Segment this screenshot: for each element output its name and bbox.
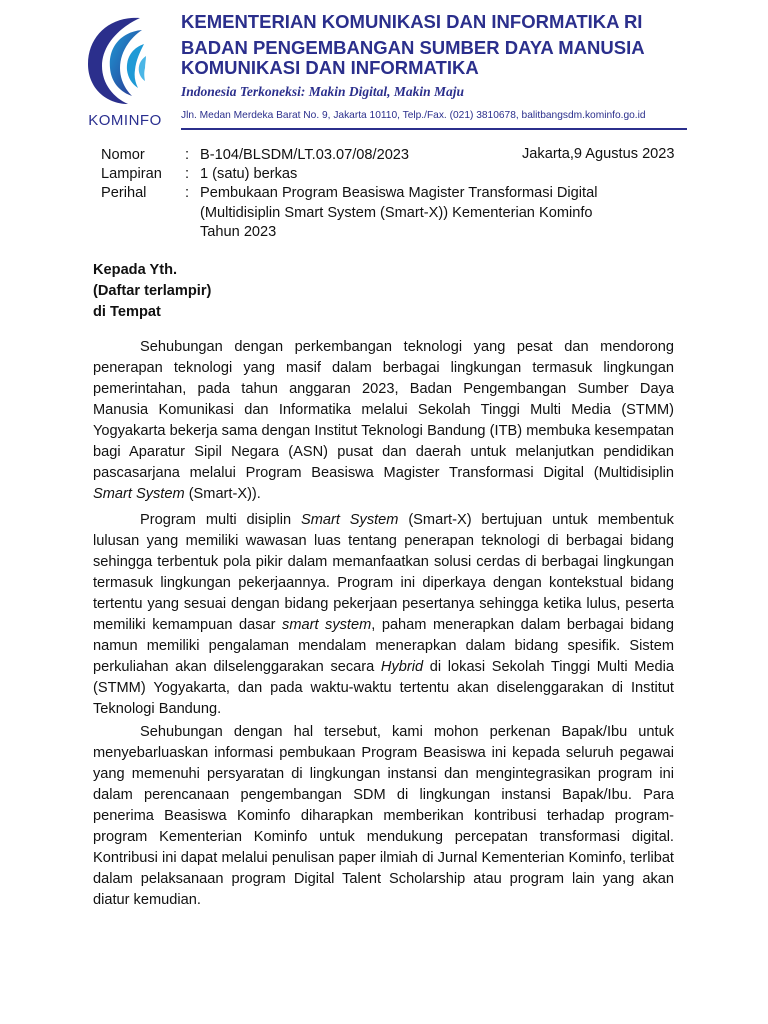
agency-name-line1: BADAN PENGEMBANGAN SUMBER DAYA MANUSIA <box>181 37 645 58</box>
ministry-name: KEMENTERIAN KOMUNIKASI DAN INFORMATIKA RI <box>181 11 643 32</box>
perihal-line1: Pembukaan Program Beasiswa Magister Transformasi Digital <box>200 185 598 201</box>
letter-date: Jakarta,9 Agustus 2023 <box>522 146 675 162</box>
lampiran-label: Lampiran <box>101 166 162 182</box>
logo-wordmark: KOMINFO <box>88 112 162 129</box>
nomor-label: Nomor <box>101 147 145 163</box>
agency-name-line2: KOMUNIKASI DAN INFORMATIKA <box>181 57 479 78</box>
agency-address: Jln. Medan Merdeka Barat No. 9, Jakarta 10110, Telp./Fax. (021) 3810678, balitbangsdm.kominfo.go.id <box>181 110 646 121</box>
perihal-label: Perihal <box>101 185 147 201</box>
p2-text-2: (Smart-X) bertujuan untuk membentuk lulusan yang memiliki wawasan luas tentang penerapan teknologi di berbagai bidang sehingga terbentuk pola pikir dalam memanfaatkan solusi cerdas di berbagai lingkungan termasuk lingkungan pekerjaannya. Program ini diperkaya dengan kontekstual bidang tertentu yang sesuai dengan bidang pekerjaan pesertanya sehingga ketika lulus, peserta memiliki kemampuan dasar <box>93 512 674 633</box>
p2-emphasis-1: Smart System <box>301 512 399 528</box>
addressee-line3: di Tempat <box>93 304 161 320</box>
colon: : <box>185 166 190 182</box>
perihal-line2: (Multidisiplin Smart System (Smart-X)) Kementerian Kominfo <box>200 205 593 221</box>
p2-text-4: di lokasi Sekolah Tinggi Multi Media (STMM) Yogyakarta, dan pada waktu-waktu tertentu akan diselenggarakan di Institut Teknologi Bandung. <box>93 659 674 717</box>
addressee-block <box>93 260 211 323</box>
perihal-line3: Tahun 2023 <box>200 224 277 240</box>
colon: : <box>185 147 190 163</box>
p2-emphasis-3: Hybrid <box>380 659 424 675</box>
p2-text-3: , paham menerapkan dalam berbagai bidang namun memiliki pengalaman mendalam menerapkan dalam bidang spesifik. Sistem perkuliahan akan dilselenggarakan secara <box>93 617 674 675</box>
nomor-value: B-104/BLSDM/LT.03.07/08/2023 <box>200 147 410 163</box>
p1-text-end: (Smart-X)). <box>184 486 261 502</box>
lampiran-value: 1 (satu) berkas <box>200 166 298 182</box>
letterhead-divider <box>181 128 687 130</box>
motto: Indonesia Terkoneksi: Makin Digital, Makin Maju <box>181 84 465 99</box>
colon: : <box>185 185 190 201</box>
body-paragraph-3: Sehubungan dengan hal tersebut, kami mohon perkenan Bapak/Ibu untuk menyebarluaskan informasi pembukaan Program Beasiswa ini kepada seluruh pegawai yang memenuhi persyaratan di lingkungan instansi dan mengintegrasikan program ini dalam perencanaan pengembangan SDM di lingkungan instansi Bapak/Ibu. Para penerima Beasiswa Kominfo diharapkan memberikan kontribusi terhadap program-program Kementerian Kominfo untuk mendukung percepatan transformasi digital. Kontribusi ini dapat melalui penulisan paper ilmiah di Jurnal Kementerian Kominfo, terlibat dalam pelaksanaan program Digital Talent Scholarship atau program lain yang akan diatur kemudian. <box>93 724 674 908</box>
kominfo-logo-icon <box>80 12 172 110</box>
p1-emphasis: Smart System <box>93 486 185 502</box>
addressee-line2: (Daftar terlampir) <box>93 283 212 299</box>
kominfo-logo <box>70 12 180 132</box>
p1-text: Sehubungan dengan perkembangan teknologi yang pesat dan mendorong penerapan teknologi yang masif dalam berbagai lingkungan termasuk lingkungan pemerintahan, pada tahun anggaran 2023, Badan Pengembangan Sumber Daya Manusia Komunikasi dan Informatika melalui Sekolah Tinggi Multi Media (STMM) Yogyakarta bekerja sama dengan Institut Teknologi Bandung (ITB) membuka kesempatan bagi Aparatur Sipil Negara (ASN) pusat dan daerah untuk melanjutkan pendidikan pascasarjana melalui Program Beasiswa Magister Transformasi Digital (Multidisiplin <box>93 339 674 481</box>
p2-text: Program multi disiplin <box>140 512 301 528</box>
addressee-line1: Kepada Yth. <box>93 262 178 278</box>
p2-emphasis-2: smart system <box>282 617 372 633</box>
body-paragraph-2 <box>93 510 674 720</box>
body-paragraph-1 <box>93 337 674 505</box>
